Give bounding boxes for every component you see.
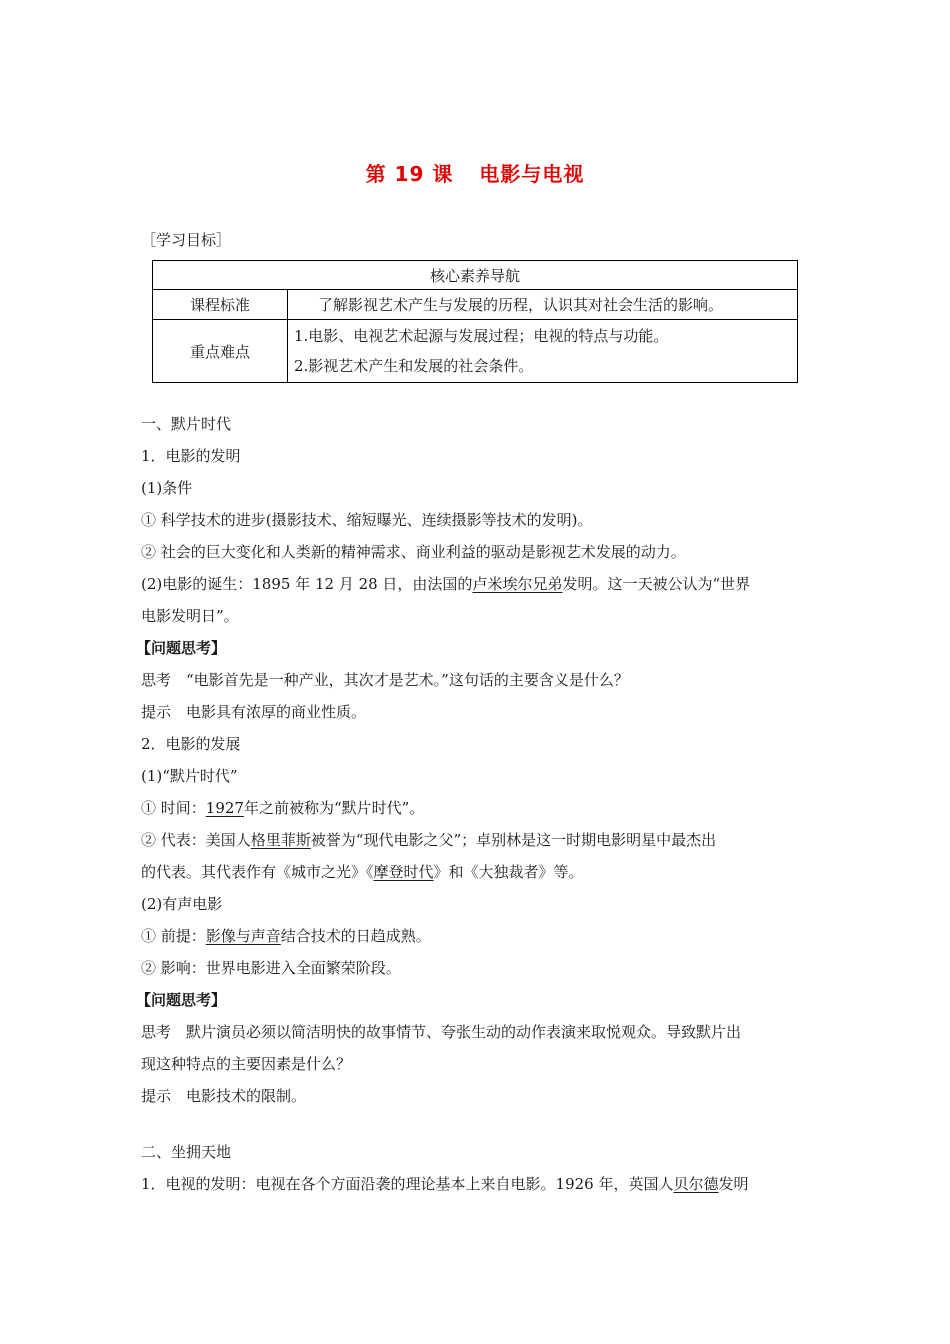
- row-item: 2.影视艺术产生和发展的社会条件。: [294, 357, 534, 375]
- lesson-number: 第 19 课: [365, 162, 454, 186]
- section-heading: 二、坐拥天地: [141, 1143, 232, 1161]
- paragraph: ② 代表：美国人格里菲斯被誉为“现代电影之父”；卓别林是这一时期电影明星中最杰出: [141, 831, 717, 849]
- paragraph: 1．电视的发明：电视在各个方面沿袭的理论基本上来自电影。1926 年，英国人贝尔德发明: [141, 1175, 749, 1193]
- paragraph: 电影发明日”。: [141, 607, 239, 625]
- section-heading: 一、默片时代: [141, 415, 232, 433]
- subsection-item: (1)“默片时代”: [141, 767, 238, 785]
- key-term: 贝尔德: [673, 1175, 719, 1193]
- paragraph: ① 前提：影像与声音结合技术的日趋成熟。: [141, 927, 431, 945]
- paragraph: (2)电影的诞生：1895 年 12 月 28 日，由法国的卢米埃尔兄弟发明。这一天被公认为“世界: [141, 575, 751, 593]
- row-label: 重点难点: [153, 320, 288, 383]
- paragraph: ① 时间：1927年之前被称为“默片时代”。: [141, 799, 425, 817]
- subsection-title: 2．电影的发展: [141, 735, 241, 753]
- row-content: 了解影视艺术产生与发展的历程，认识其对社会生活的影响。: [288, 290, 798, 320]
- table-row: [153, 320, 798, 383]
- paragraph: 的代表。其代表作有《城市之光》《摩登时代》和《大独裁者》等。: [141, 863, 584, 881]
- subsection-item: (1)条件: [141, 479, 193, 497]
- key-term: 摩登时代: [373, 863, 434, 881]
- question-think: 思考 “电影首先是一种产业，其次才是艺术。”这句话的主要含义是什么？: [141, 671, 629, 689]
- paragraph: ② 社会的巨大变化和人类新的精神需求、商业利益的驱动是影视艺术发展的动力。: [141, 543, 686, 561]
- subsection-title: 1．电影的发明: [141, 447, 241, 465]
- paragraph: ① 科学技术的进步(摄影技术、缩短曝光、连续摄影等技术的发明)。: [141, 511, 593, 529]
- question-heading: 【问题思考】: [136, 639, 227, 657]
- row-item: 1.电影、电视艺术起源与发展过程；电视的特点与功能。: [294, 327, 669, 345]
- table-header: 核心素养导航: [153, 261, 798, 290]
- question-think: 现这种特点的主要因素是什么？: [141, 1055, 352, 1073]
- subsection-item: (2)有声电影: [141, 895, 223, 913]
- question-heading: 【问题思考】: [136, 991, 227, 1009]
- lesson-name: 电影与电视: [479, 162, 585, 186]
- row-label: 课程标准: [153, 290, 288, 320]
- row-content: [288, 320, 798, 383]
- paragraph: ② 影响：世界电影进入全面繁荣阶段。: [141, 959, 401, 977]
- table-row: [153, 290, 798, 320]
- key-term: 影像与声音: [205, 927, 281, 945]
- goals-heading: ［学习目标］: [141, 231, 232, 249]
- question-hint: 提示 电影技术的限制。: [141, 1087, 307, 1105]
- key-term: 格里菲斯: [250, 831, 311, 849]
- question-hint: 提示 电影具有浓厚的商业性质。: [141, 703, 367, 721]
- page-title: [0, 158, 950, 187]
- goals-table: [152, 260, 798, 383]
- question-think: 思考 默片演员必须以简洁明快的故事情节、夸张生动的动作表演来取悦观众。导致默片出: [141, 1023, 742, 1041]
- key-term: 卢米埃尔兄弟: [472, 575, 563, 593]
- key-term: 1927: [205, 799, 244, 817]
